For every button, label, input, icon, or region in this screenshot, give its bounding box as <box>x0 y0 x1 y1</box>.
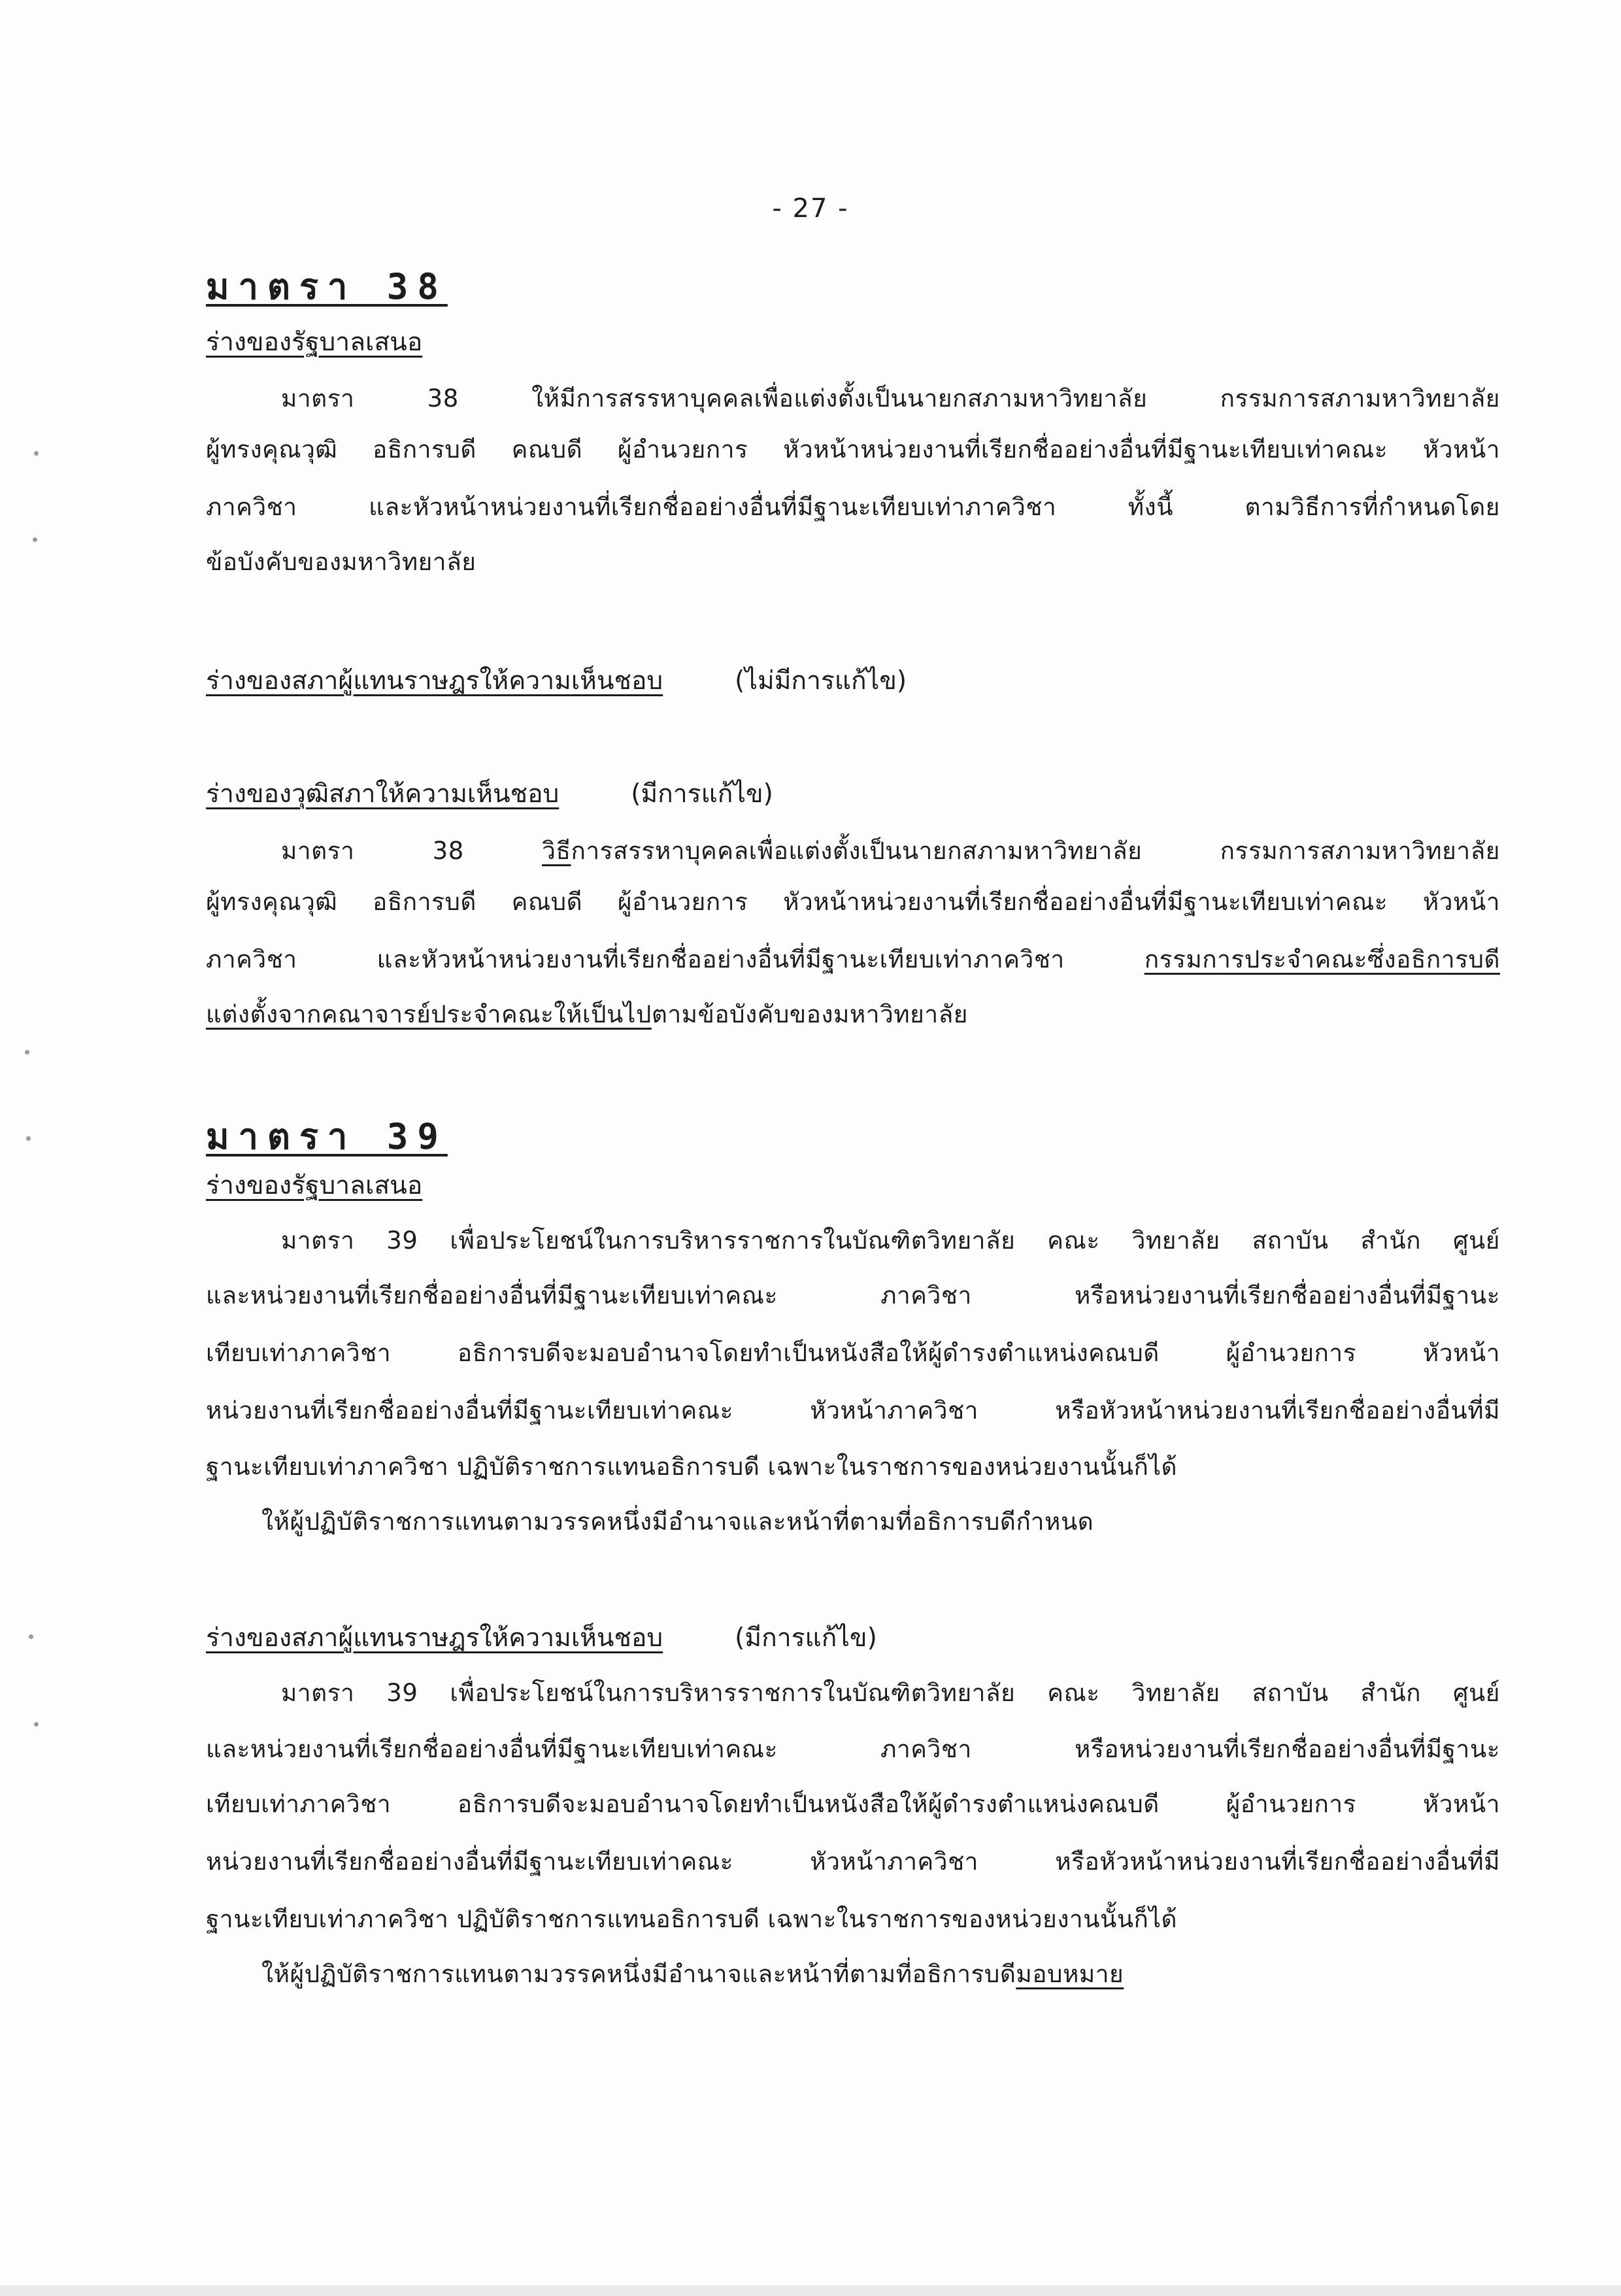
text-segment: มาตรา 38 <box>281 837 543 865</box>
house-draft-note: (ไม่มีการแก้ไข) <box>735 666 907 696</box>
senate-draft-label: ร่างของวุฒิสภาให้ความเห็นชอบ <box>206 779 560 809</box>
house-draft-label: ร่างของสภาผู้แทนราษฎรให้ความเห็นชอบ <box>206 666 663 696</box>
text-segment: ภาควิชา และหัวหน้าหน่วยงานที่เรียกชื่ออย่างอื่นที่มีฐานะเทียบเท่าภาควิชา <box>206 945 1145 973</box>
section-39-government-line-4: หน่วยงานที่เรียกชื่ออย่างอื่นที่มีฐานะเทียบเท่าคณะ หัวหน้าภาควิชา หรือหัวหน้าหน่วยงานที่เรียกชื่ออย่างอื่นที่มี <box>206 1396 1500 1425</box>
section-38-government-line-4: ข้อบังคับของมหาวิทยาลัย <box>206 548 476 576</box>
section-39-government-line-6: ให้ผู้ปฏิบัติราชการแทนตามวรรคหนึ่งมีอำนาจและหน้าที่ตามที่อธิการบดีกำหนด <box>261 1508 1094 1536</box>
section-38-government-line-2: ผู้ทรงคุณวุฒิ อธิการบดี คณบดี ผู้อำนวยการ หัวหน้าหน่วยงานที่เรียกชื่ออย่างอื่นที่มีฐานะเทียบเท่าคณะ หัวหน้า <box>206 435 1500 464</box>
section-38-senate-line-1 <box>281 832 1500 870</box>
section-39-house-line-1: มาตรา 39 เพื่อประโยชน์ในการบริหารราชการในบัณฑิตวิทยาลัย คณะ วิทยาลัย สถาบัน สำนัก ศูนย์ <box>281 1679 1500 1707</box>
text-segment: ให้ผู้ปฏิบัติราชการแทนตามวรรคหนึ่งมีอำนาจและหน้าที่ตามที่อธิการบดี <box>261 1960 1016 1988</box>
government-draft-label: ร่างของรัฐบาลเสนอ <box>206 328 423 357</box>
section-39-government-line-1: มาตรา 39 เพื่อประโยชน์ในการบริหารราชการในบัณฑิตวิทยาลัย คณะ วิทยาลัย สถาบัน สำนัก ศูนย์ <box>281 1226 1500 1255</box>
section-39-government-line-2: และหน่วยงานที่เรียกชื่ออย่างอื่นที่มีฐานะเทียบเท่าคณะ ภาควิชา หรือหน่วยงานที่เรียกชื่ออย่างอื่นที่มีฐานะ <box>206 1281 1500 1309</box>
section-38-senate-line-2: ผู้ทรงคุณวุฒิ อธิการบดี คณบดี ผู้อำนวยการ หัวหน้าหน่วยงานที่เรียกชื่ออย่างอื่นที่มีฐานะเทียบเท่าคณะ หัวหน้า <box>206 888 1500 916</box>
section-38-senate-line-3 <box>206 940 1500 979</box>
senate-draft-note: (มีการแก้ไข) <box>631 779 773 809</box>
house-draft-label: ร่างของสภาผู้แทนราษฎรให้ความเห็นชอบ <box>206 1623 663 1653</box>
text-segment: ตามข้อบังคับของมหาวิทยาลัย <box>651 1000 968 1028</box>
section-39-house-line-2: และหน่วยงานที่เรียกชื่ออย่างอื่นที่มีฐานะเทียบเท่าคณะ ภาควิชา หรือหน่วยงานที่เรียกชื่ออย่างอื่นที่มีฐานะ <box>206 1735 1500 1763</box>
amended-text: กรรมการประจำคณะซึ่งอธิการบดี <box>1144 945 1500 973</box>
scan-bottom-edge <box>0 2286 1621 2296</box>
scan-speck <box>34 451 39 456</box>
section-38-government-label <box>206 322 422 362</box>
section-39-government-line-3: เทียบเท่าภาควิชา อธิการบดีจะมอบอำนาจโดยทำเป็นหนังสือให้ผู้ดำรงตำแหน่งคณบดี ผู้อำนวยการ หัวหน้า <box>206 1339 1500 1367</box>
section-38-senate-label <box>206 773 773 814</box>
amended-text: มอบหมาย <box>1016 1960 1124 1988</box>
section-38-government-line-3: ภาควิชา และหัวหน้าหน่วยงานที่เรียกชื่ออย่างอื่นที่มีฐานะเทียบเท่าภาควิชา ทั้งนี้ ตามวิธีการที่กำหนดโดย <box>206 493 1500 521</box>
scan-speck <box>26 1136 31 1141</box>
scan-speck <box>34 1722 39 1727</box>
text-segment: การสรรหาบุคคลเพื่อแต่งตั้งเป็นนายกสภามหาวิทยาลัย กรรมการสภามหาวิทยาลัย <box>571 837 1500 865</box>
section-39-house-line-4: หน่วยงานที่เรียกชื่ออย่างอื่นที่มีฐานะเทียบเท่าคณะ หัวหน้าภาควิชา หรือหัวหน้าหน่วยงานที่เรียกชื่ออย่างอื่นที่มี <box>206 1848 1500 1876</box>
amended-text: วิธี <box>542 837 571 865</box>
section-38-government-line-1: มาตรา 38 ให้มีการสรรหาบุคคลเพื่อแต่งตั้งเป็นนายกสภามหาวิทยาลัย กรรมการสภามหาวิทยาลัย <box>281 384 1500 413</box>
section-39-house-line-5: ฐานะเทียบเท่าภาควิชา ปฏิบัติราชการแทนอธิการบดี เฉพาะในราชการของหน่วยงานนั้นก็ได้ <box>206 1905 1178 1933</box>
scan-speck <box>29 1634 33 1639</box>
government-draft-label: ร่างของรัฐบาลเสนอ <box>206 1171 423 1200</box>
scan-speck <box>33 537 37 542</box>
amended-text: แต่งตั้งจากคณาจารย์ประจำคณะให้เป็นไป <box>206 1000 652 1028</box>
house-draft-note: (มีการแก้ไข) <box>735 1623 877 1653</box>
section-38-senate-line-4 <box>206 995 1500 1034</box>
section-38-house-label <box>206 660 907 701</box>
section-39-house-label <box>206 1617 877 1658</box>
scan-speck <box>25 1050 29 1055</box>
section-39-house-line-3: เทียบเท่าภาควิชา อธิการบดีจะมอบอำนาจโดยทำเป็นหนังสือให้ผู้ดำรงตำแหน่งคณบดี ผู้อำนวยการ หัวหน้า <box>206 1790 1500 1818</box>
section-39-government-label <box>206 1165 422 1206</box>
section-39-government-line-5: ฐานะเทียบเท่าภาควิชา ปฏิบัติราชการแทนอธิการบดี เฉพาะในราชการของหน่วยงานนั้นก็ได้ <box>206 1453 1178 1481</box>
section-38-heading: มาตรา 38 <box>206 266 448 307</box>
section-39-house-line-6 <box>261 1955 1480 1993</box>
section-39-heading: มาตรา 39 <box>206 1116 448 1157</box>
page-number: - 27 - <box>772 194 849 224</box>
